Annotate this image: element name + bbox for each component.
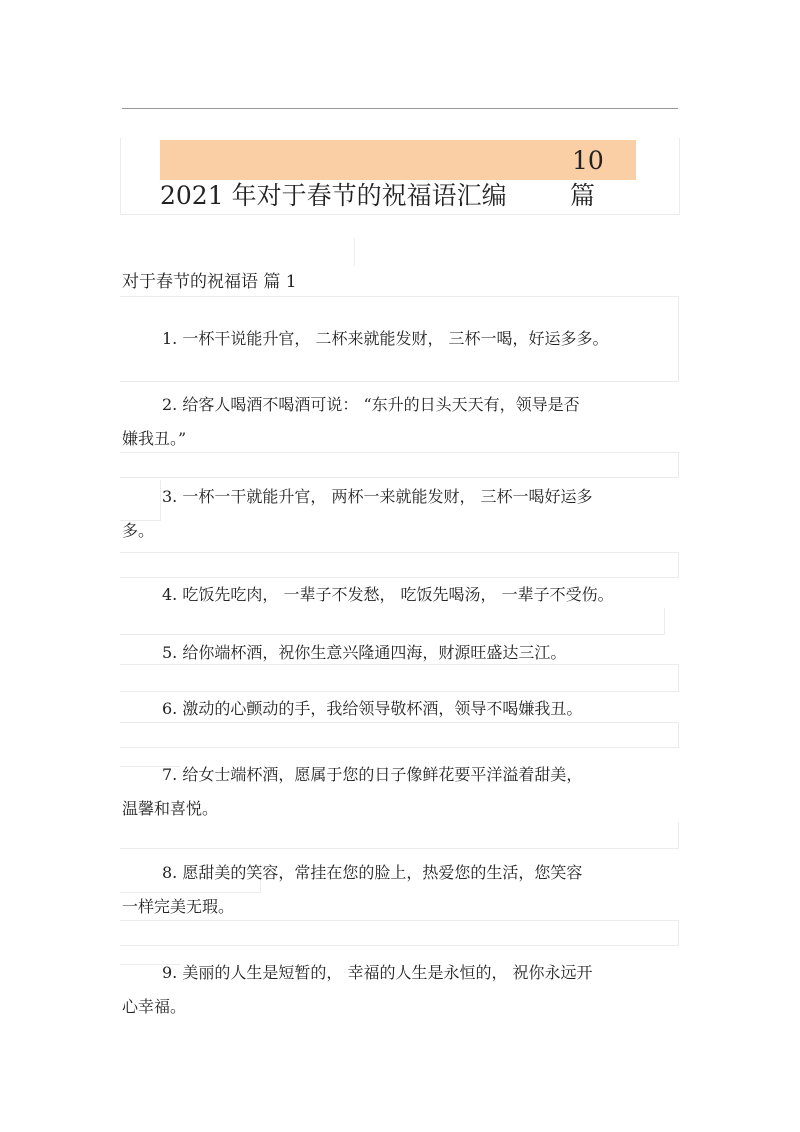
document-title: 2021 年对于春节的祝福语汇编 [160,181,507,210]
text-box-outline [120,608,665,635]
list-item [122,480,682,548]
list-item-text: 8. 愿甜美的笑容，常挂在您的脸上，热爱您的生活，您笑容 [162,863,583,882]
title-highlight [160,140,636,180]
list-item [122,692,682,726]
list-item [122,956,682,1024]
list-item [122,578,682,612]
list-item [122,856,682,924]
list-item-continuation: 多。 [122,521,155,540]
text-box-outline [120,238,355,266]
text-box-outline [120,822,679,849]
text-box-outline [120,552,679,578]
section-heading: 对于春节的祝福语 篇 1 [122,272,297,292]
list-item-continuation: 温馨和喜悦。 [122,799,219,818]
list-item [122,636,682,670]
list-item-text: 4. 吃饭先吃肉， 一辈子不发愁， 吃饭先喝汤， 一辈子不受伤。 [162,585,614,604]
title-suffix: 篇 [570,181,596,210]
list-item-text: 5. 给你端杯酒，祝你生意兴隆通四海，财源旺盛达三江。 [162,643,567,662]
list-item-text: 3. 一杯一干就能升官， 两杯一来就能发财， 三杯一喝好运多 [162,487,593,506]
list-item-continuation: 心幸福。 [122,997,187,1016]
list-item [122,388,682,456]
list-item-continuation: 嫌我丑。” [122,429,187,448]
list-item-text: 1. 一杯干说能升官， 二杯来就能发财， 三杯一喝，好运多多。 [162,329,609,348]
title-number: 10 [572,146,604,175]
list-item [122,758,682,826]
header-rule [122,108,678,109]
list-item-text: 9. 美丽的人生是短暂的， 幸福的人生是永恒的， 祝你永远开 [162,963,593,982]
list-item-text: 2. 给客人喝酒不喝酒可说： “东升的日头天天有，领导是否 [162,395,580,414]
list-item [122,322,682,356]
list-item-continuation: 一样完美无瑕。 [122,897,235,916]
list-item-text: 6. 激动的心颤动的手，我给领导敬杯酒，领导不喝嫌我丑。 [162,699,583,718]
list-item-text: 7. 给女士端杯酒，愿属于您的日子像鲜花要平洋溢着甜美， [162,765,583,784]
